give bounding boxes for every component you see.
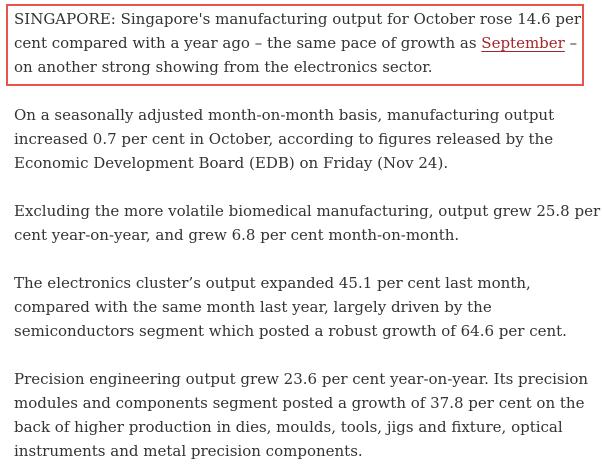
paragraph-excluding-biomedical: Excluding the more volatile biomedical manufacturing, output grew 25.8 per cent year-on-year, and grew 6.8 per cent month-on-month.	[14, 202, 601, 244]
paragraph-precision-engineering: Precision engineering output grew 23.6 per cent year-on-year. Its precision modules and components segment posted a growth of 37.8 per cent on the back of higher production in dies, moulds, tools, jigs and fixture, optical instruments and metal precision components.	[14, 370, 589, 460]
paragraph-electronics-cluster: The electronics cluster’s output expanded 45.1 per cent last month, compared with the same month last year, largely driven by the semiconductors segment which posted a robust growth of 64.6 per cent.	[14, 274, 567, 340]
lead-text-end: – on another strong showing from the electronics sector.	[14, 34, 578, 76]
lead-paragraph	[14, 7, 584, 79]
paragraph-seasonally-adjusted: On a seasonally adjusted month-on-month basis, manufacturing output increased 0.7 per cent in October, according to figures released by the Economic Development Board (EDB) on Friday (Nov 24).	[14, 106, 555, 172]
lead-text-start: SINGAPORE: Singapore's manufacturing output for October rose 14.6 per cent compared with a year ago – the same pace of growth as	[14, 10, 582, 52]
september-link[interactable]: September	[481, 34, 565, 52]
